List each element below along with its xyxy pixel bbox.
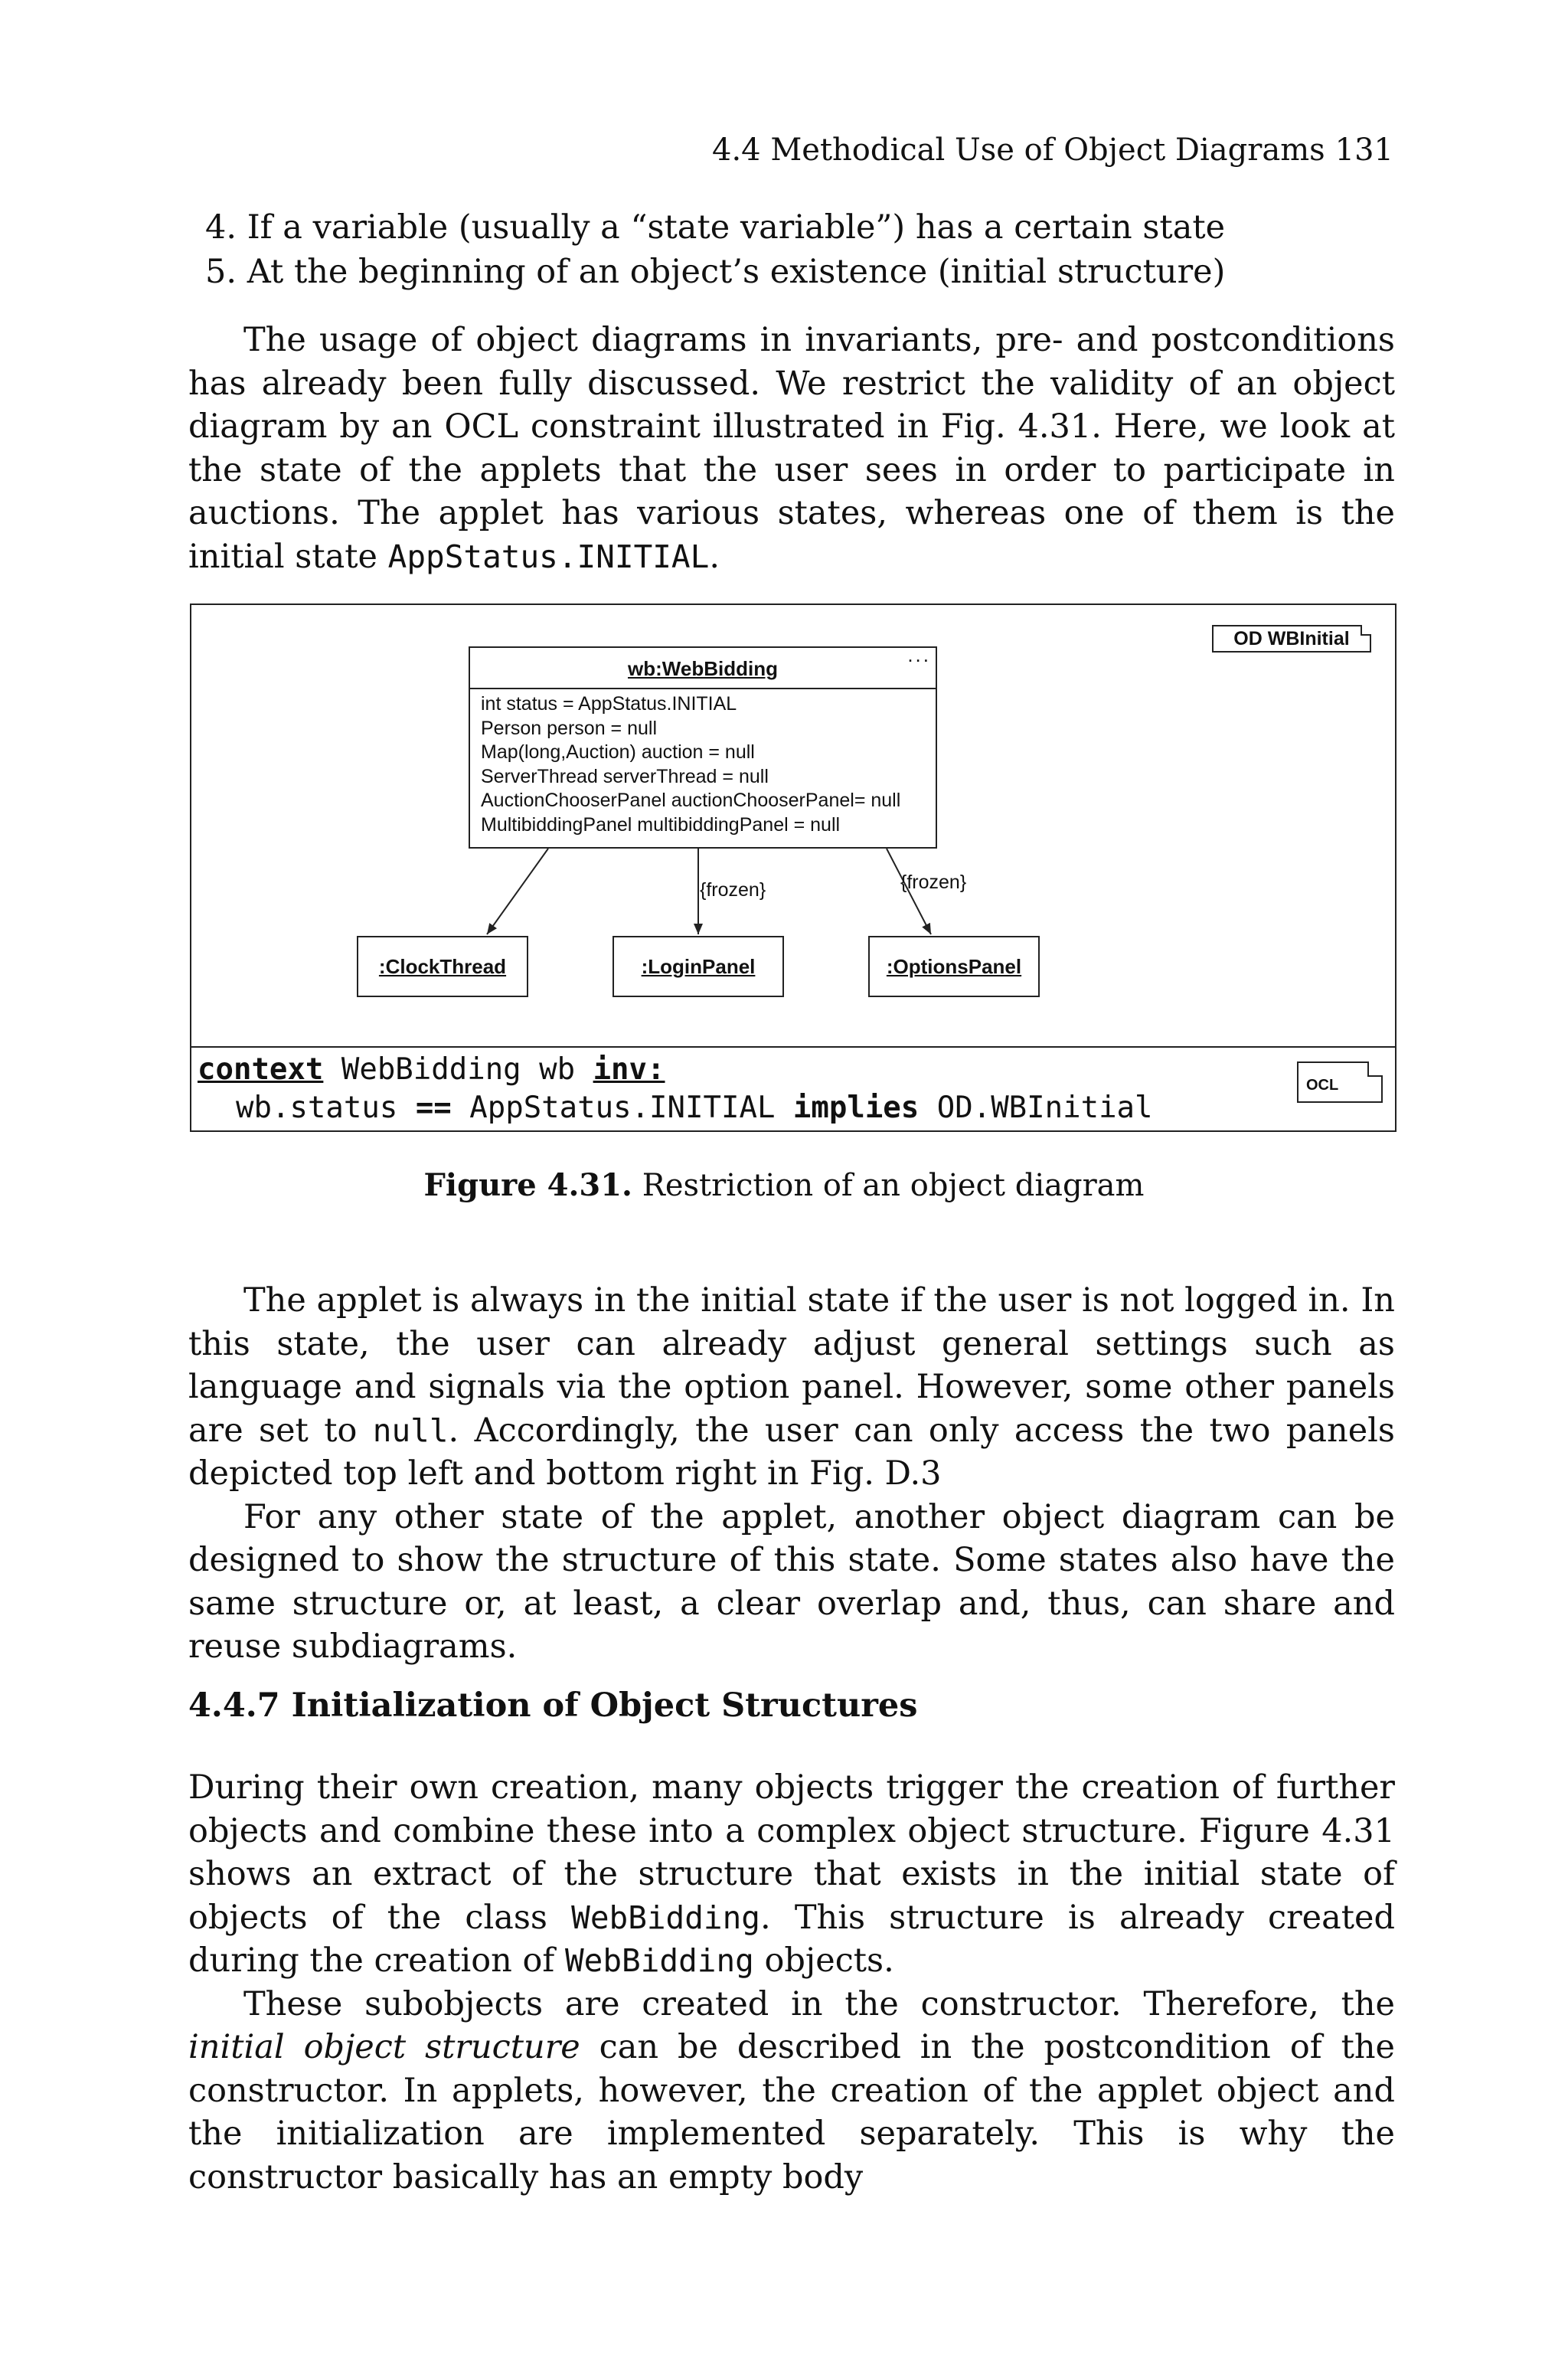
object-attributes — [470, 689, 936, 840]
attribute: AuctionChooserPanel auctionChooserPanel= null — [481, 790, 901, 811]
inline-code: WebBidding — [564, 1942, 754, 1979]
inline-code: AppStatus.INITIAL — [387, 538, 710, 575]
inline-code: null — [372, 1411, 449, 1449]
attribute: int status = AppStatus.INITIAL — [481, 693, 737, 715]
paragraph-3: During their own creation, many objects trigger the creation of further objects and combine these into a complex object structure. Figure 4.31 shows an extract of the structure that exists in the initial state of objects of the class WebBidding. This structure is already created during the creation of WebBidding objects. These subobjects are created in the constructor. Therefore, the initial object structure can be described in the postcondition of the constructor. In applets, however, the creation of the applet object and the initialization are implemented separately. This is why the constructor basically has an empty body — [188, 1768, 1395, 2196]
ellipsis-marker: ... — [907, 643, 931, 666]
paragraph-2: The applet is always in the initial state if the user is not logged in. In this state, the user can already adjust general settings such as language and signals via the option panel. However, some other panels are set to null. Accordingly, the user can only access the two panels depicted top left and bottom right in Fig. D.3 For any other state of the applet, another object diagram can be designed to show the structure of this state. Some states also have the same structure or, at least, a clear overlap and, thus, can share and reuse subdiagrams. — [188, 1281, 1395, 1666]
ocl-line-1: context WebBidding wb inv: — [198, 1052, 665, 1087]
ocl-tag: OCL — [1297, 1061, 1383, 1103]
od-tag: OD WBInitial — [1212, 625, 1371, 653]
attribute: ServerThread serverThread = null — [481, 765, 769, 787]
frozen-label-loginpanel: {frozen} — [700, 879, 766, 901]
header-section-title: 4.4 Methodical Use of Object Diagrams — [712, 132, 1325, 168]
inline-code: WebBidding — [571, 1899, 760, 1936]
attribute: Map(long,Auction) auction = null — [481, 741, 755, 763]
figure-object-diagram — [190, 603, 1396, 1132]
attribute: Person person = null — [481, 717, 658, 739]
page-number: 131 — [1334, 132, 1393, 168]
list-item: 4. If a variable (usually a “state variable”) has a certain state — [205, 208, 1226, 247]
object-loginpanel: :LoginPanel — [612, 936, 784, 997]
link-clockthread — [487, 849, 548, 934]
running-header — [712, 129, 1393, 172]
ocl-constraint — [191, 1046, 1395, 1130]
ocl-line-2: wb.status == AppStatus.INITIAL implies OD.WBInitial — [236, 1091, 1153, 1125]
figure-caption: Figure 4.31. Restriction of an object diagram — [423, 1167, 1145, 1203]
object-optionspanel: :OptionsPanel — [868, 936, 1040, 997]
paragraph-1: The usage of object diagrams in invariants, pre- and postconditions has already been fully discussed. We restrict the validity of an object diagram by an OCL constraint illustrated in Fig. 4.31. Here, we look at the state of the applets that the user sees in order to participate in auctions. The applet has various states, whereas one of them is the initial state AppStatus.INITIAL. — [188, 321, 1395, 576]
object-clockthread: :ClockThread — [357, 936, 528, 997]
frozen-label-optionspanel: {frozen} — [900, 872, 967, 893]
object-title: wb:WebBidding — [470, 648, 936, 689]
list-item: 5. At the beginning of an object’s existence (initial structure) — [205, 253, 1226, 291]
attribute: MultibiddingPanel multibiddingPanel = null — [481, 813, 841, 836]
numbered-list — [205, 205, 1400, 294]
section-heading: 4.4.7 Initialization of Object Structures — [188, 1686, 918, 1725]
object-webbidding — [469, 643, 937, 849]
